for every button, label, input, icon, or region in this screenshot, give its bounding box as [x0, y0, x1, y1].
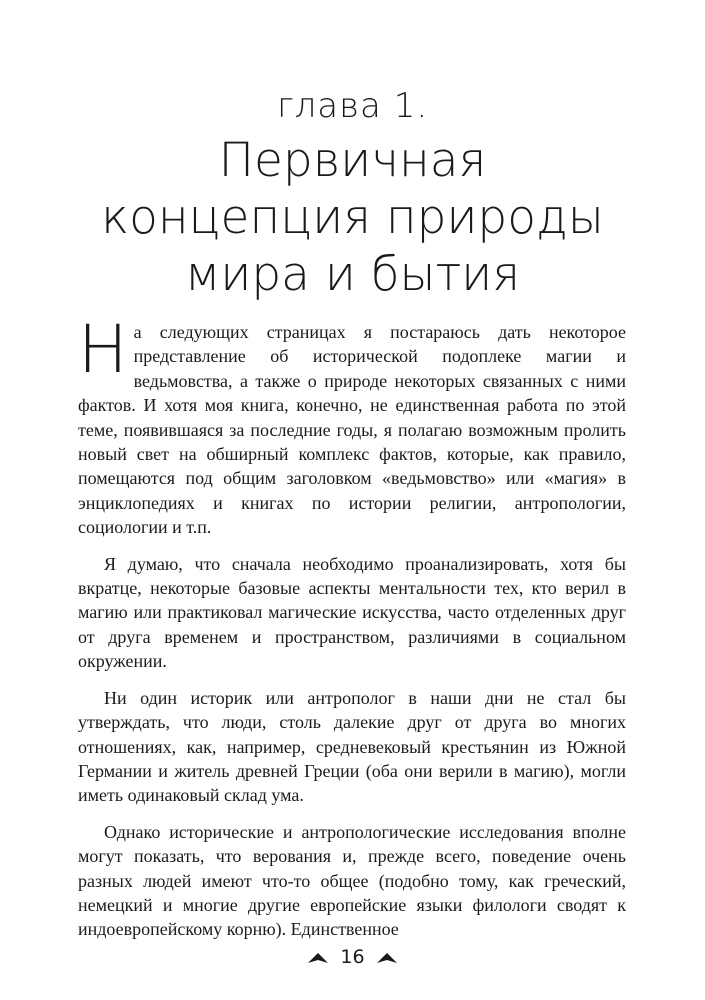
chapter-title-line: концепция природы	[101, 190, 604, 245]
page-footer	[0, 946, 705, 969]
left-ornament-icon	[308, 947, 328, 969]
paragraph: Однако исторические и антропологические исследования вполне могут показать, что верования и, прежде всего, поведение очень разных людей имеют что-то общее (подобно тому, как греческий, немецкий и многие другие европейские языки филологи сводят к индоевропейскому корню). Единственное	[78, 821, 626, 940]
right-ornament-icon	[377, 947, 397, 969]
paragraph	[78, 311, 626, 540]
page-number: 16	[340, 946, 365, 968]
chapter-label: глава 1.	[276, 86, 429, 126]
chapter-title	[0, 132, 705, 303]
chapter-title-line: мира и бытия	[184, 247, 521, 302]
paragraph: Я думаю, что сначала необходимо проанализировать, хотя бы вкратце, некоторые базовые аспекты ментальности тех, кто верил в магию или практиковал магические искусства, часто отделенных друг от друга временем и пространством, различиями в социальном окружении.	[78, 553, 626, 672]
drop-cap: Н	[78, 311, 128, 388]
paragraph-text: а следующих страницах я постараюсь дать некоторое представление об исторической подоплеке магии и ведьмовства, а также о природе некоторых связанных с ними фактов. И хотя моя книга, конечно, не единственная работа по этой теме, появившаяся за последние годы, я полагаю возможным пролить новый свет на обширный комплекс фактов, которые, как правило, помещаются под общим заголовком «ведьмовство» или «магия» в энциклопедиях и книгах по истории религии, антропологии, социологии и т.п.	[78, 322, 626, 538]
body-text	[78, 311, 626, 954]
paragraph: Ни один историк или антрополог в наши дни не стал бы утверждать, что люди, столь далекие друг от друга во многих отношениях, как, например, средневековый крестьянин из Южной Германии и житель древней Греции (оба они верили в магию), могли иметь одинаковый склад ума.	[78, 687, 626, 806]
chapter-title-line: Первичная	[218, 133, 487, 188]
